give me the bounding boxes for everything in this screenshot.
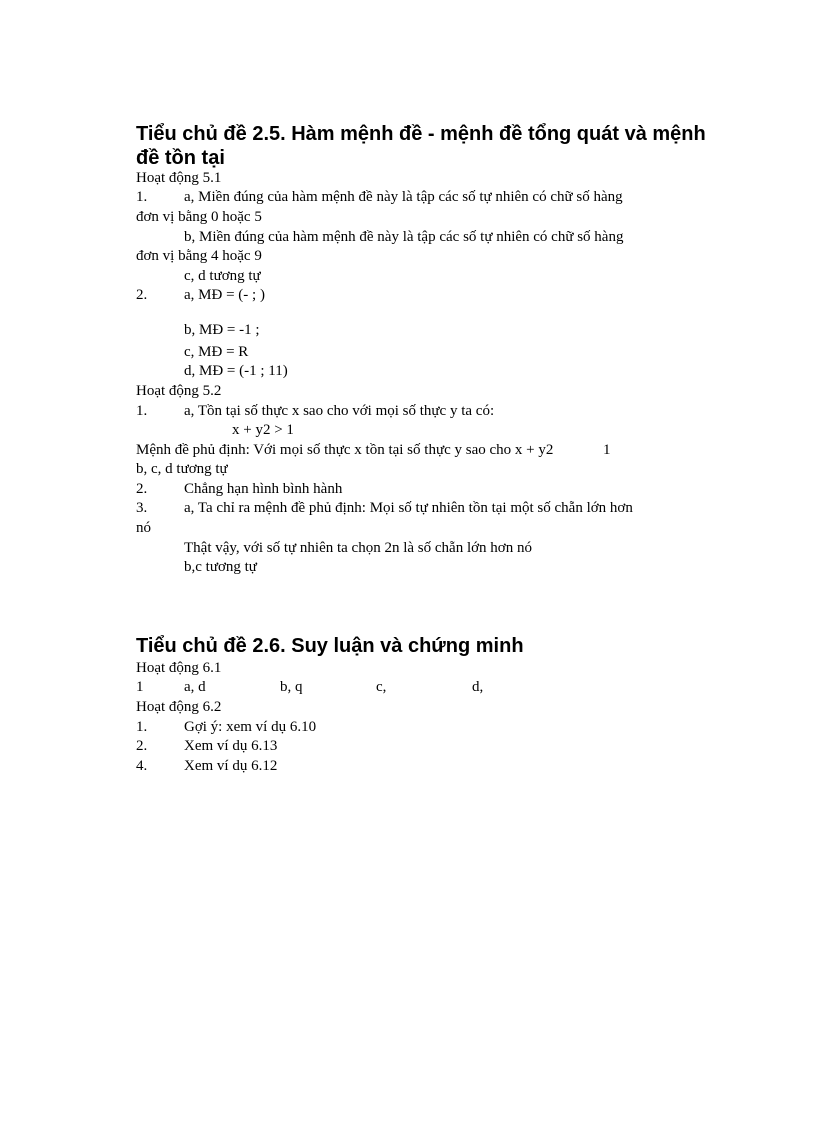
a52-q1-a: a, Tồn tại số thực x sao cho với mọi số thực y ta có:: [184, 403, 495, 419]
a51-q2-c: c, MĐ = R: [184, 344, 249, 360]
a51-q1-number: 1.: [136, 189, 148, 205]
a52-q3-line3: Thật vậy, với số tự nhiên ta chọn 2n là số chẵn lớn hơn nó: [184, 540, 532, 556]
activity-6-1-heading: Hoạt động 6.1: [136, 660, 222, 676]
a62-item-text: Xem ví dụ 6.12: [184, 758, 278, 774]
a61-answer-a: a, d: [184, 679, 206, 695]
a61-number: 1: [136, 679, 144, 695]
activity-5-2-heading: Hoạt động 5.2: [136, 383, 222, 399]
a52-q1-negation: Mệnh đề phủ định: Với mọi số thực x tồn tại số thực y sao cho x + y2: [136, 442, 554, 458]
a62-item-number: 2.: [136, 738, 148, 754]
a62-item-number: 4.: [136, 758, 148, 774]
a52-q1-negation-value: 1: [603, 442, 611, 458]
a51-q2-a: a, MĐ = (- ; ): [184, 287, 265, 303]
section-title-2-6: Tiểu chủ đề 2.6. Suy luận và chứng minh: [136, 635, 524, 657]
a51-q1-a-line1: a, Miền đúng của hàm mệnh đề này là tập các số tự nhiên có chữ số hàng: [184, 189, 623, 205]
a62-item-text: Xem ví dụ 6.13: [184, 738, 278, 754]
a52-q2-text: Chẳng hạn hình bình hành: [184, 481, 343, 497]
a51-q1-a-line2: đơn vị bằng 0 hoặc 5: [136, 209, 262, 225]
a52-q3-number: 3.: [136, 500, 148, 516]
a51-q1-b-line2: đơn vị bằng 4 hoặc 9: [136, 248, 262, 264]
a62-item-number: 1.: [136, 719, 148, 735]
a62-item-text: Gợi ý: xem ví dụ 6.10: [184, 719, 317, 735]
section-title-2-5-line2: đề tồn tại: [136, 147, 225, 169]
a61-answer-b: b, q: [280, 679, 303, 695]
a52-q2-number: 2.: [136, 481, 148, 497]
a52-q1-formula: x + y2 > 1: [232, 422, 294, 438]
a52-q3-line1: a, Ta chỉ ra mệnh đề phủ định: Mọi số tự nhiên tồn tại một số chẵn lớn hơn: [184, 500, 633, 516]
a51-q2-number: 2.: [136, 287, 148, 303]
a51-q2-b: b, MĐ = -1 ;: [184, 322, 260, 338]
activity-5-1-heading: Hoạt động 5.1: [136, 170, 222, 186]
a52-q3-line2: nó: [136, 520, 151, 536]
a51-q1-b-line1: b, Miền đúng của hàm mệnh đề này là tập các số tự nhiên có chữ số hàng: [184, 229, 624, 245]
a52-q1-number: 1.: [136, 403, 148, 419]
a61-answer-d: d,: [472, 679, 484, 695]
a51-q2-d: d, MĐ = (-1 ; 11): [184, 363, 288, 379]
activity-6-2-heading: Hoạt động 6.2: [136, 699, 222, 715]
a51-q1-cd: c, d tương tự: [184, 268, 261, 284]
a52-q1-bcd: b, c, d tương tự: [136, 461, 228, 477]
section-title-2-5-line1: Tiểu chủ đề 2.5. Hàm mệnh đề - mệnh đề tổng quát và mệnh: [136, 123, 706, 145]
a52-q3-bc: b,c tương tự: [184, 559, 257, 575]
a61-answer-c: c,: [376, 679, 387, 695]
